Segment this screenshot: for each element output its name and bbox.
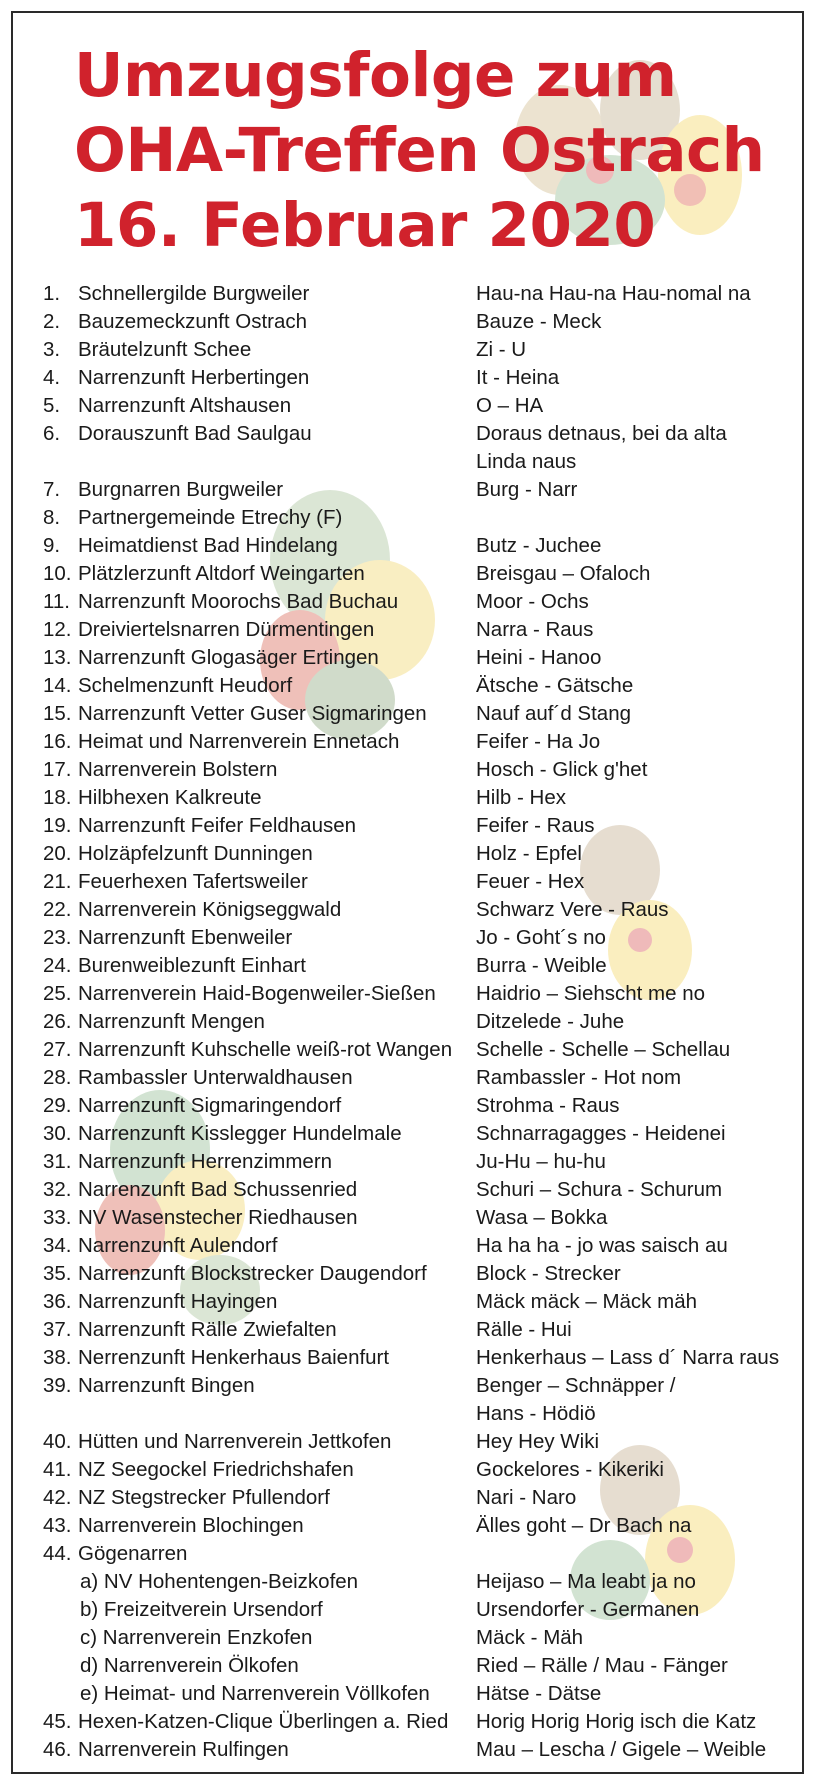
club-name: Bauzemeckzunft Ostrach: [78, 310, 308, 333]
item-number: 34.: [43, 1234, 72, 1257]
club-name: Hexen-Katzen-Clique Überlingen a. Ried: [78, 1710, 449, 1733]
club-name: Heimatdienst Bad Hindelang: [78, 534, 338, 557]
narrenruf-motto: Mäck - Mäh: [476, 1626, 584, 1649]
narrenruf-motto: Hosch - Glick g'het: [476, 758, 648, 781]
club-name: Narrenzunft Herbertingen: [78, 366, 310, 389]
club-name: Plätzlerzunft Altdorf Weingarten: [78, 562, 365, 585]
narrenruf-motto: Burg - Narr: [476, 478, 578, 501]
item-number: 32.: [43, 1178, 72, 1201]
narrenruf-motto: Block - Strecker: [476, 1262, 621, 1285]
narrenruf-motto: Schelle - Schelle – Schellau: [476, 1038, 731, 1061]
club-name: Narrenzunft Moorochs Bad Buchau: [78, 590, 399, 613]
list-item: [0, 1008, 817, 1036]
narrenruf-motto: Zi - U: [476, 338, 527, 361]
item-number: 23.: [43, 926, 72, 949]
item-number: 2.: [43, 310, 61, 333]
sub-club-name: b) Freizeitverein Ursendorf: [80, 1598, 323, 1621]
narrenruf-motto: Horig Horig Horig isch die Katz: [476, 1710, 757, 1733]
club-name: Narrenzunft Hayingen: [78, 1290, 278, 1313]
narrenruf-motto: Älles goht – Dr Bach na: [476, 1514, 692, 1537]
item-number: 9.: [43, 534, 61, 557]
list-item: [0, 1400, 817, 1428]
narrenruf-motto: Breisgau – Ofaloch: [476, 562, 651, 585]
list-item: [0, 364, 817, 392]
list-item: [0, 1092, 817, 1120]
list-item: [0, 1372, 817, 1400]
item-number: 12.: [43, 618, 72, 641]
narrenruf-motto: Narra - Raus: [476, 618, 594, 641]
list-item: [0, 1596, 817, 1624]
list-item: [0, 756, 817, 784]
list-item: [0, 980, 817, 1008]
narrenruf-motto: Holz - Epfel: [476, 842, 582, 865]
list-item: [0, 1736, 817, 1764]
item-number: 33.: [43, 1206, 72, 1229]
list-item: [0, 1428, 817, 1456]
item-number: 39.: [43, 1374, 72, 1397]
item-number: 10.: [43, 562, 72, 585]
narrenruf-motto: Hau-na Hau-na Hau-nomal na: [476, 282, 751, 305]
narrenruf-motto: O – HA: [476, 394, 544, 417]
list-item: [0, 476, 817, 504]
item-number: 29.: [43, 1094, 72, 1117]
item-number: 43.: [43, 1514, 72, 1537]
list-item: [0, 448, 817, 476]
item-number: 5.: [43, 394, 61, 417]
sub-club-name: e) Heimat- und Narrenverein Völlkofen: [80, 1682, 430, 1705]
list-item: [0, 560, 817, 588]
narrenruf-motto: Henkerhaus – Lass d´ Narra raus: [476, 1346, 780, 1369]
list-item: [0, 728, 817, 756]
list-item: [0, 1260, 817, 1288]
club-name: Heimat und Narrenverein Ennetach: [78, 730, 400, 753]
item-number: 40.: [43, 1430, 72, 1453]
list-item: [0, 812, 817, 840]
list-item: [0, 392, 817, 420]
narrenruf-motto: Hilb - Hex: [476, 786, 566, 809]
list-item: [0, 1232, 817, 1260]
club-name: Narrenzunft Ebenweiler: [78, 926, 293, 949]
club-name: Narrenzunft Kuhschelle weiß-rot Wangen: [78, 1038, 453, 1061]
narrenruf-motto: Schnarragagges - Heidenei: [476, 1122, 726, 1145]
item-number: 17.: [43, 758, 72, 781]
list-item: [0, 784, 817, 812]
narrenruf-motto: Doraus detnaus, bei da alta: [476, 422, 727, 445]
list-item: [0, 644, 817, 672]
narrenruf-motto: Heini - Hanoo: [476, 646, 602, 669]
club-name: Narrenzunft Blockstrecker Daugendorf: [78, 1262, 427, 1285]
list-item: [0, 1344, 817, 1372]
list-item: [0, 336, 817, 364]
narrenruf-motto: It - Heina: [476, 366, 560, 389]
item-number: 22.: [43, 898, 72, 921]
list-item: [0, 700, 817, 728]
narrenruf-motto: Nari - Naro: [476, 1486, 577, 1509]
list-item: [0, 868, 817, 896]
club-name: Burgnarren Burgweiler: [78, 478, 284, 501]
item-number: 44.: [43, 1542, 72, 1565]
item-number: 7.: [43, 478, 61, 501]
narrenruf-motto: Mau – Lescha / Gigele – Weible: [476, 1738, 767, 1761]
item-number: 8.: [43, 506, 61, 529]
list-item: [0, 1624, 817, 1652]
list-item: [0, 616, 817, 644]
item-number: 4.: [43, 366, 61, 389]
title-line-1: Umzugsfolge zum: [74, 40, 677, 111]
club-name: Narrenzunft Bingen: [78, 1374, 255, 1397]
narrenruf-motto: Wasa – Bokka: [476, 1206, 608, 1229]
club-name: Narrenverein Bolstern: [78, 758, 278, 781]
item-number: 3.: [43, 338, 61, 361]
club-name: Partnergemeinde Etrechy (F): [78, 506, 343, 529]
item-number: 31.: [43, 1150, 72, 1173]
narrenruf-motto: Benger – Schnäpper /: [476, 1374, 676, 1397]
club-name: Dorauszunft Bad Saulgau: [78, 422, 312, 445]
sub-club-name: a) NV Hohentengen-Beizkofen: [80, 1570, 359, 1593]
item-number: 14.: [43, 674, 72, 697]
club-name: Narrenverein Haid-Bogenweiler-Sießen: [78, 982, 436, 1005]
list-item: [0, 1456, 817, 1484]
list-item: [0, 840, 817, 868]
club-name: NZ Stegstrecker Pfullendorf: [78, 1486, 330, 1509]
narrenruf-motto: Jo - Goht´s no: [476, 926, 606, 949]
item-number: 35.: [43, 1262, 72, 1285]
list-item: [0, 1288, 817, 1316]
narrenruf-motto: Heijaso – Ma leabt ja no: [476, 1570, 696, 1593]
narrenruf-motto: Gockelores - Kikeriki: [476, 1458, 664, 1481]
item-number: 11.: [43, 590, 70, 613]
narrenruf-motto: Ried – Rälle / Mau - Fänger: [476, 1654, 728, 1677]
item-number: 13.: [43, 646, 72, 669]
club-name: Schnellergilde Burgweiler: [78, 282, 310, 305]
club-name: Nerrenzunft Henkerhaus Baienfurt: [78, 1346, 390, 1369]
club-name: Schelmenzunft Heudorf: [78, 674, 293, 697]
list-item: [0, 1512, 817, 1540]
narrenruf-motto: Butz - Juchee: [476, 534, 602, 557]
narrenruf-motto: Strohma - Raus: [476, 1094, 620, 1117]
list-item: [0, 1316, 817, 1344]
item-number: 21.: [43, 870, 72, 893]
item-number: 38.: [43, 1346, 72, 1369]
list-item: [0, 672, 817, 700]
narrenruf-motto: Hätse - Dätse: [476, 1682, 602, 1705]
club-name: NV Wasenstecher Riedhausen: [78, 1206, 358, 1229]
item-number: 41.: [43, 1458, 72, 1481]
club-name: Holzäpfelzunft Dunningen: [78, 842, 313, 865]
club-name: Narrenzunft Vetter Guser Sigmaringen: [78, 702, 427, 725]
list-item: [0, 952, 817, 980]
club-name: NZ Seegockel Friedrichshafen: [78, 1458, 354, 1481]
narrenruf-motto: Feifer - Ha Jo: [476, 730, 601, 753]
club-name: Hilbhexen Kalkreute: [78, 786, 262, 809]
narrenruf-motto: Feuer - Hex: [476, 870, 585, 893]
narrenruf-motto: Ditzelede - Juhe: [476, 1010, 625, 1033]
club-name: Narrenzunft Kisslegger Hundelmale: [78, 1122, 402, 1145]
club-name: Hütten und Narrenverein Jettkofen: [78, 1430, 392, 1453]
club-name: Narrenzunft Aulendorf: [78, 1234, 278, 1257]
narrenruf-motto: Rambassler - Hot nom: [476, 1066, 682, 1089]
club-name: Rambassler Unterwaldhausen: [78, 1066, 353, 1089]
list-item: [0, 1148, 817, 1176]
list-item: [0, 1064, 817, 1092]
list-item: [0, 924, 817, 952]
club-name: Narrenverein Blochingen: [78, 1514, 304, 1537]
item-number: 27.: [43, 1038, 72, 1061]
item-number: 1.: [43, 282, 61, 305]
club-name: Narrenverein Königseggwald: [78, 898, 342, 921]
item-number: 18.: [43, 786, 72, 809]
list-item: [0, 1484, 817, 1512]
narrenruf-motto: Ursendorfer - Germanen: [476, 1598, 700, 1621]
list-item: [0, 1120, 817, 1148]
club-name: Narrenzunft Glogasäger Ertingen: [78, 646, 379, 669]
item-number: 6.: [43, 422, 61, 445]
club-name: Gögenarren: [78, 1542, 188, 1565]
item-number: 15.: [43, 702, 72, 725]
narrenruf-motto: Mäck mäck – Mäck mäh: [476, 1290, 697, 1313]
narrenruf-motto: Haidrio – Siehscht me no: [476, 982, 706, 1005]
club-name: Bräutelzunft Schee: [78, 338, 252, 361]
list-item: [0, 504, 817, 532]
club-name: Narrenzunft Feifer Feldhausen: [78, 814, 357, 837]
narrenruf-motto: Rälle - Hui: [476, 1318, 572, 1341]
list-item: [0, 532, 817, 560]
sub-club-name: d) Narrenverein Ölkofen: [80, 1654, 299, 1677]
item-number: 28.: [43, 1066, 72, 1089]
item-number: 36.: [43, 1290, 72, 1313]
item-number: 26.: [43, 1010, 72, 1033]
narrenruf-motto: Moor - Ochs: [476, 590, 589, 613]
narrenruf-motto: Hans - Hödiö: [476, 1402, 596, 1425]
list-item: [0, 1204, 817, 1232]
item-number: 42.: [43, 1486, 72, 1509]
narrenruf-motto: Bauze - Meck: [476, 310, 602, 333]
list-item: [0, 1652, 817, 1680]
item-number: 37.: [43, 1318, 72, 1341]
club-name: Narrenverein Rulfingen: [78, 1738, 289, 1761]
item-number: 19.: [43, 814, 72, 837]
item-number: 20.: [43, 842, 72, 865]
list-item: [0, 420, 817, 448]
narrenruf-motto: Hey Hey Wiki: [476, 1430, 600, 1453]
narrenruf-motto: Nauf auf´d Stang: [476, 702, 631, 725]
narrenruf-motto: Linda naus: [476, 450, 577, 473]
club-name: Burenweiblezunft Einhart: [78, 954, 306, 977]
narrenruf-motto: Ju-Hu – hu-hu: [476, 1150, 606, 1173]
item-number: 16.: [43, 730, 72, 753]
narrenruf-motto: Ätsche - Gätsche: [476, 674, 634, 697]
club-name: Narrenzunft Altshausen: [78, 394, 292, 417]
item-number: 30.: [43, 1122, 72, 1145]
narrenruf-motto: Burra - Weible: [476, 954, 607, 977]
list-item: [0, 1568, 817, 1596]
club-name: Narrenzunft Rälle Zwiefalten: [78, 1318, 337, 1341]
list-item: [0, 1680, 817, 1708]
page-title: [74, 38, 765, 263]
narrenruf-motto: Schwarz Vere - Raus: [476, 898, 669, 921]
item-number: 24.: [43, 954, 72, 977]
club-name: Narrenzunft Bad Schussenried: [78, 1178, 358, 1201]
item-number: 46.: [43, 1738, 72, 1761]
narrenruf-motto: Schuri – Schura - Schurum: [476, 1178, 723, 1201]
club-name: Dreiviertelsnarren Dürmentingen: [78, 618, 375, 641]
narrenruf-motto: Ha ha ha - jo was saisch au: [476, 1234, 728, 1257]
list-item: [0, 1036, 817, 1064]
item-number: 45.: [43, 1710, 72, 1733]
sub-club-name: c) Narrenverein Enzkofen: [80, 1626, 313, 1649]
list-item: [0, 588, 817, 616]
title-line-2: OHA-Treffen Ostrach: [74, 115, 765, 186]
list-item: [0, 1176, 817, 1204]
list-item: [0, 1708, 817, 1736]
narrenruf-motto: Feifer - Raus: [476, 814, 595, 837]
list-item: [0, 308, 817, 336]
club-name: Narrenzunft Sigmaringendorf: [78, 1094, 342, 1117]
list-item: [0, 280, 817, 308]
club-name: Narrenzunft Herrenzimmern: [78, 1150, 333, 1173]
list-item: [0, 896, 817, 924]
club-name: Feuerhexen Tafertsweiler: [78, 870, 308, 893]
title-line-3: 16. Februar 2020: [74, 190, 656, 261]
club-name: Narrenzunft Mengen: [78, 1010, 265, 1033]
item-number: 25.: [43, 982, 72, 1005]
parade-order-list: [0, 280, 817, 1764]
list-item: [0, 1540, 817, 1568]
